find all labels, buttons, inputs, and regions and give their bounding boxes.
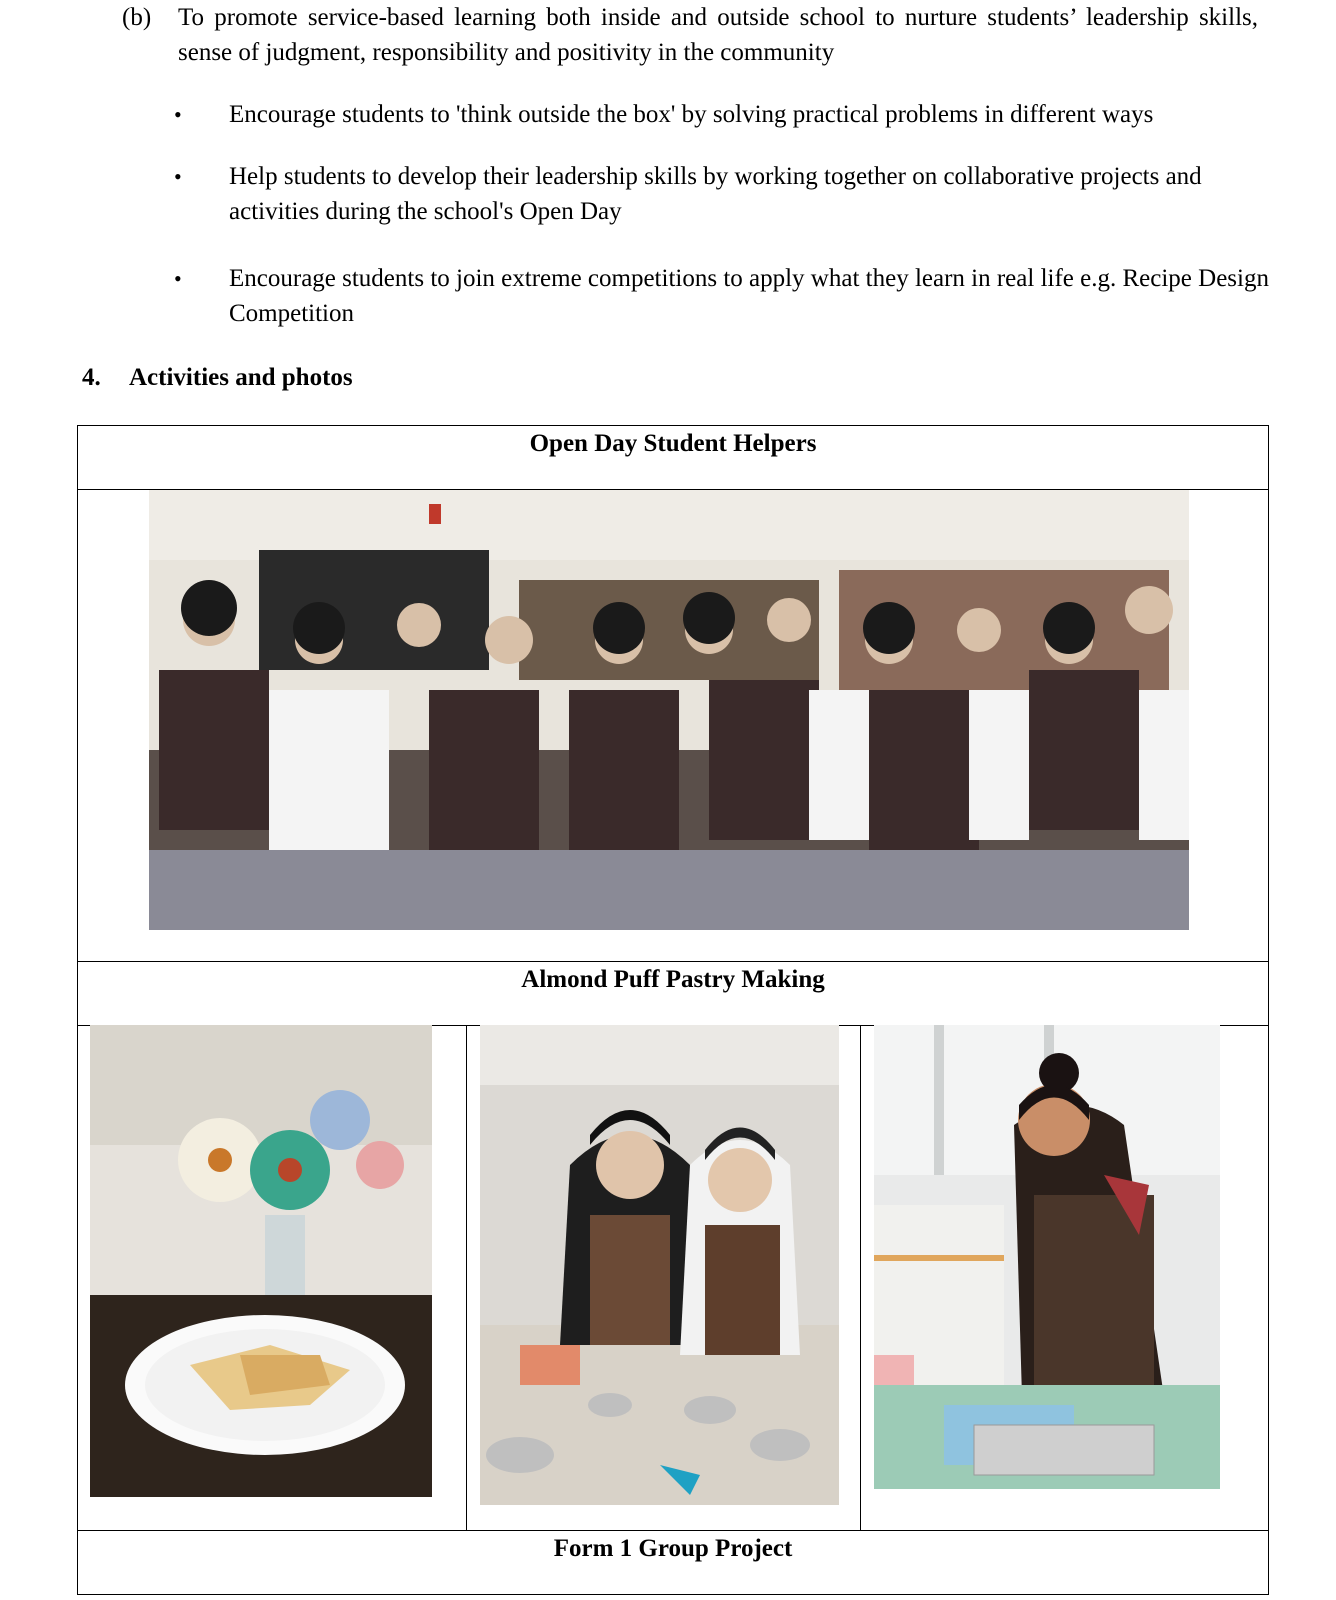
bullet-item: Help students to develop their leadership skills by working together on collaborative projects and activities during the school's Open Day xyxy=(229,163,1202,225)
section-b-text: To promote service-based learning both inside and outside school to nurture students’ leadership skills, sense of judgment, responsibility and positivity in the community xyxy=(178,4,1258,66)
caption-cell xyxy=(78,1531,1269,1595)
caption-form1: Form 1 Group Project xyxy=(553,1535,793,1562)
student-baking-photo xyxy=(874,1025,1220,1489)
bullet-icon: • xyxy=(174,164,182,189)
bullet-icon: • xyxy=(174,266,182,291)
caption-cell xyxy=(78,426,1269,490)
section-number: 4. xyxy=(82,364,101,391)
section-b-label: (b) xyxy=(122,4,152,31)
caption-cell xyxy=(78,962,1269,1026)
bullet-item: Encourage students to 'think outside the box' by solving practical problems in different ways xyxy=(229,101,1154,128)
group-photo xyxy=(149,490,1189,930)
caption-open-day: Open Day Student Helpers xyxy=(529,430,817,457)
students-cooking-photo xyxy=(480,1025,839,1505)
section-title: Activities and photos xyxy=(129,364,353,391)
caption-almond-puff: Almond Puff Pastry Making xyxy=(521,966,825,993)
bullet-item: Encourage students to join extreme competitions to apply what they learn in real life e.g. Recipe Design Competition xyxy=(229,265,1269,327)
pastry-photo xyxy=(90,1025,432,1497)
bullet-icon: • xyxy=(174,102,182,127)
